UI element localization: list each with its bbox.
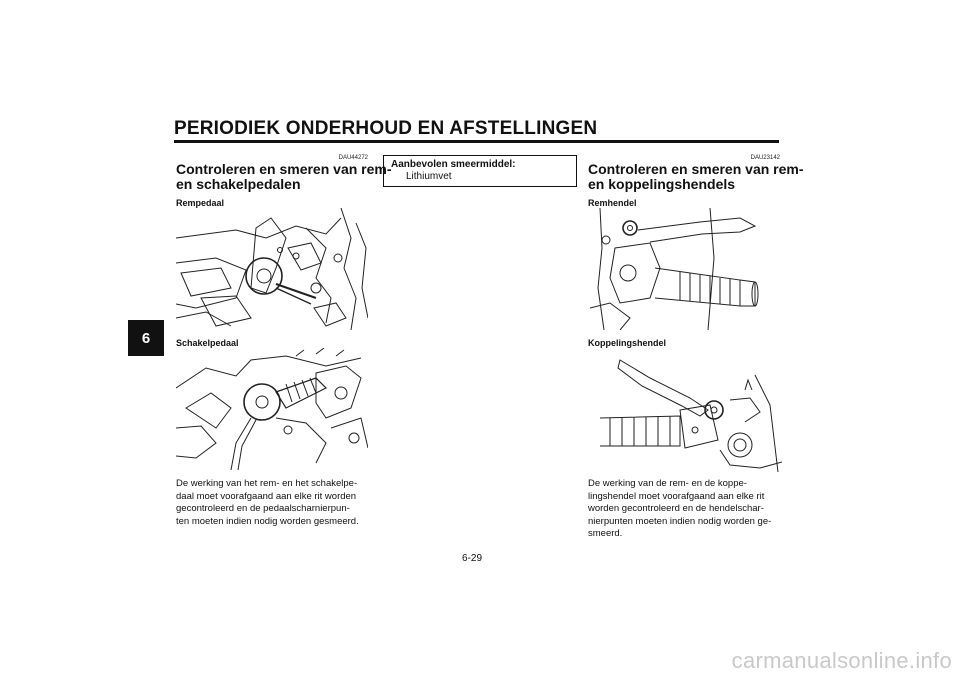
paragraph-line: De werking van de rem- en de koppe- <box>588 478 747 489</box>
paragraph-line: lingshendel moet voorafgaand aan elke rit <box>588 490 765 502</box>
section-title <box>176 162 392 192</box>
section-code: DAU23142 <box>750 155 780 161</box>
section-title-line: en schakelpedalen <box>176 176 301 192</box>
left-paragraph <box>176 478 372 528</box>
paragraph-line: gecontroleerd en de pedaalscharnierpun- <box>176 503 350 514</box>
brake-pedal-illustration <box>176 208 368 330</box>
paragraph-line: smeerd. <box>588 528 623 539</box>
figure-label-rempedaal: Rempedaal <box>176 198 225 208</box>
section-code: DAU44272 <box>338 155 368 161</box>
figure-label-koppelingshendel: Koppelingshendel <box>588 338 667 348</box>
recommended-lubricant-box <box>383 155 577 187</box>
chapter-tab: 6 <box>128 320 164 356</box>
watermark: carmanualsonline.info <box>731 648 952 673</box>
paragraph-line: nierpunten moeten indien nodig worden ge- <box>588 515 772 527</box>
shift-pedal-illustration <box>176 348 368 470</box>
section-title-line: en koppelingshendels <box>588 176 736 192</box>
page-number: 6-29 <box>462 553 483 564</box>
figure-label-remhendel: Remhendel <box>588 198 637 208</box>
section-title-line: Controleren en smeren van rem- <box>588 161 804 177</box>
section-title <box>588 162 804 192</box>
brake-lever-illustration <box>590 208 782 330</box>
lubricant-value: Lithiumvet <box>406 171 452 182</box>
paragraph-line: De werking van het rem- en het schakelpe- <box>176 478 358 489</box>
figure-label-schakelpedaal: Schakelpedaal <box>176 338 239 348</box>
paragraph-line: worden gecontroleerd en de hendelschar- <box>588 503 764 514</box>
header-rule <box>174 140 779 143</box>
lubricant-title: Aanbevolen smeermiddel: <box>391 159 516 170</box>
page-title: PERIODIEK ONDERHOUD EN AFSTELLINGEN <box>174 118 598 139</box>
paragraph-line: ten moeten indien nodig worden gesmeerd. <box>176 515 359 527</box>
clutch-lever-illustration <box>590 350 782 472</box>
paragraph-line: daal moet voorafgaand aan elke rit worden <box>176 490 357 502</box>
section-title-line: Controleren en smeren van rem- <box>176 161 392 177</box>
right-paragraph <box>588 478 784 541</box>
